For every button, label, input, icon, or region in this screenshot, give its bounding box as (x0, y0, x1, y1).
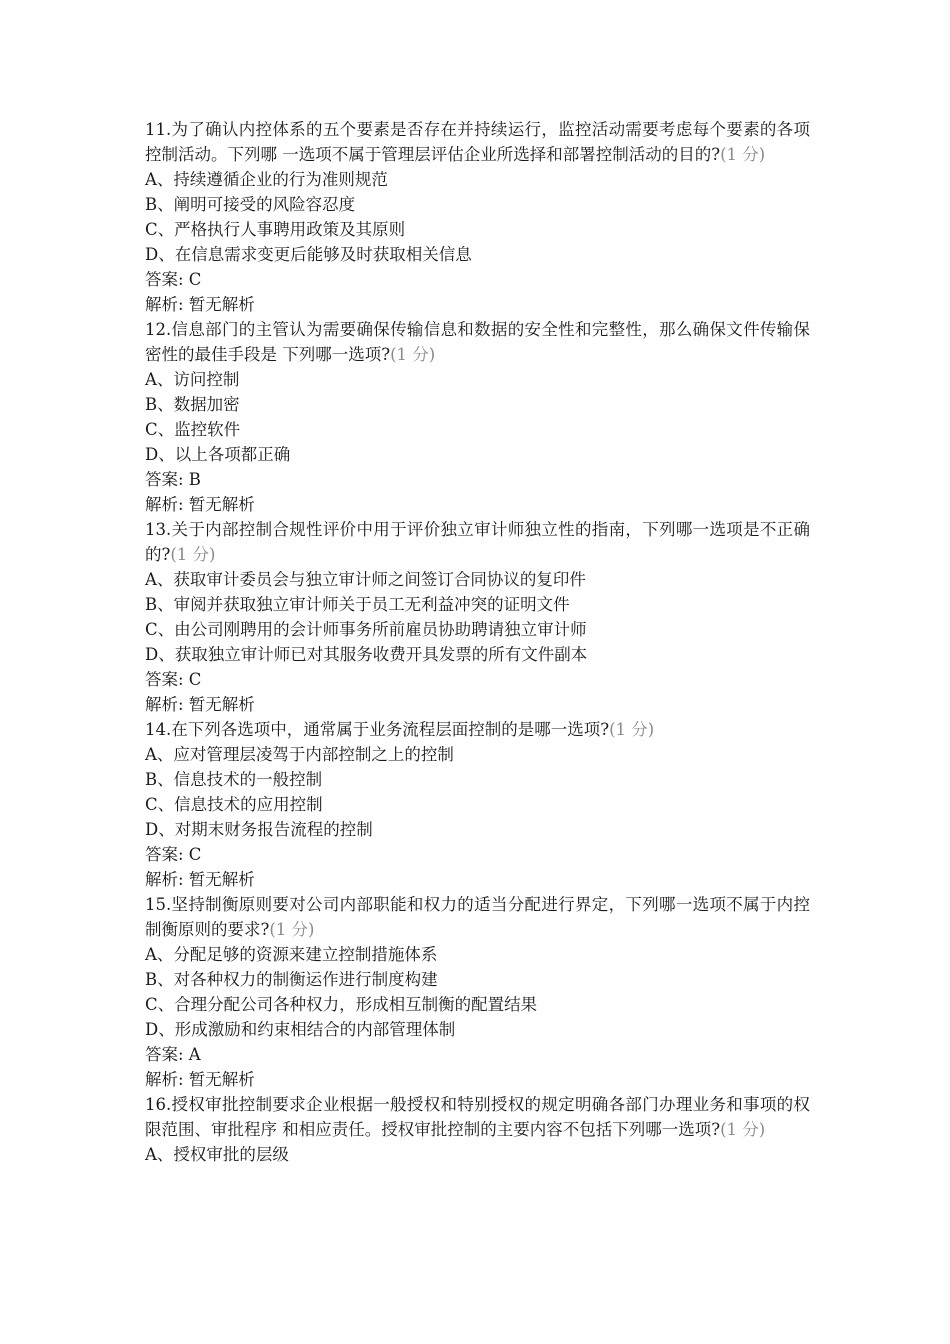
answer-key: 答案: A (145, 1045, 201, 1064)
answer-option: A、应对管理层凌驾于内部控制之上的控制 (145, 745, 454, 764)
answer-key: 答案: B (145, 470, 201, 489)
question-stem (145, 517, 810, 567)
question-block (145, 117, 810, 317)
question-score: (1 分) (170, 545, 216, 564)
question-text: 11.为了确认内控体系的五个要素是否存在并持续运行，监控活动需要考虑每个要素的各项控制活动。下列哪 一选项不属于管理层评估企业所选择和部署控制活动的目的? (145, 120, 810, 164)
document-page (145, 117, 810, 1167)
answer-key: 答案: C (145, 845, 202, 864)
question-score: (1 分) (720, 145, 766, 164)
question-block (145, 317, 810, 517)
answer-option: C、由公司刚聘用的会计师事务所前雇员协助聘请独立审计师 (145, 620, 587, 639)
answer-option: A、访问控制 (145, 370, 240, 389)
question-text: 16.授权审批控制要求企业根据一般授权和特别授权的规定明确各部门办理业务和事项的权限范围、审批程序 和相应责任。授权审批控制的主要内容不包括下列哪一选项? (145, 1095, 810, 1139)
question-score: (1 分) (609, 720, 655, 739)
question-stem (145, 717, 810, 742)
answer-option: D、以上各项都正确 (145, 445, 291, 464)
answer-option: C、合理分配公司各种权力，形成相互制衡的配置结果 (145, 995, 538, 1014)
answer-option: D、获取独立审计师已对其服务收费开具发票的所有文件副本 (145, 645, 588, 664)
answer-analysis: 解析: 暂无解析 (145, 870, 255, 889)
answer-option: C、严格执行人事聘用政策及其原则 (145, 220, 406, 239)
question-score: (1 分) (720, 1120, 766, 1139)
question-block (145, 517, 810, 717)
answer-key: 答案: C (145, 270, 202, 289)
question-block (145, 892, 810, 1092)
question-block (145, 717, 810, 892)
question-text: 14.在下列各选项中，通常属于业务流程层面控制的是哪一选项? (145, 720, 610, 739)
answer-option: A、授权审批的层级 (145, 1145, 289, 1164)
question-text: 15.坚持制衡原则要对公司内部职能和权力的适当分配进行界定，下列哪一选项不属于内控制衡原则的要求? (145, 895, 810, 939)
answer-option: C、信息技术的应用控制 (145, 795, 323, 814)
answer-analysis: 解析: 暂无解析 (145, 295, 255, 314)
question-text: 12.信息部门的主管认为需要确保传输信息和数据的安全性和完整性，那么确保文件传输保密性的最佳手段是 下列哪一选项? (145, 320, 810, 364)
answer-option: B、阐明可接受的风险容忍度 (145, 195, 356, 214)
answer-option: D、形成激励和约束相结合的内部管理体制 (145, 1020, 456, 1039)
answer-analysis: 解析: 暂无解析 (145, 695, 255, 714)
answer-option: B、对各种权力的制衡运作进行制度构建 (145, 970, 438, 989)
answer-analysis: 解析: 暂无解析 (145, 1070, 255, 1089)
answer-option: B、数据加密 (145, 395, 240, 414)
answer-option: A、分配足够的资源来建立控制措施体系 (145, 945, 438, 964)
answer-analysis: 解析: 暂无解析 (145, 495, 255, 514)
answer-option: B、审阅并获取独立审计师关于员工无利益冲突的证明文件 (145, 595, 570, 614)
question-stem (145, 317, 810, 367)
answer-option: D、对期末财务报告流程的控制 (145, 820, 373, 839)
answer-option: C、监控软件 (145, 420, 241, 439)
question-score: (1 分) (269, 920, 315, 939)
question-block (145, 1092, 810, 1167)
question-stem (145, 117, 810, 167)
answer-option: B、信息技术的一般控制 (145, 770, 323, 789)
answer-key: 答案: C (145, 670, 202, 689)
question-text: 13.关于内部控制合规性评价中用于评价独立审计师独立性的指南，下列哪一选项是不正确的? (145, 520, 810, 564)
answer-option: D、在信息需求变更后能够及时获取相关信息 (145, 245, 472, 264)
question-stem (145, 892, 810, 942)
question-score: (1 分) (390, 345, 436, 364)
answer-option: A、持续遵循企业的行为准则规范 (145, 170, 388, 189)
answer-option: A、获取审计委员会与独立审计师之间签订合同协议的复印件 (145, 570, 586, 589)
question-stem (145, 1092, 810, 1142)
